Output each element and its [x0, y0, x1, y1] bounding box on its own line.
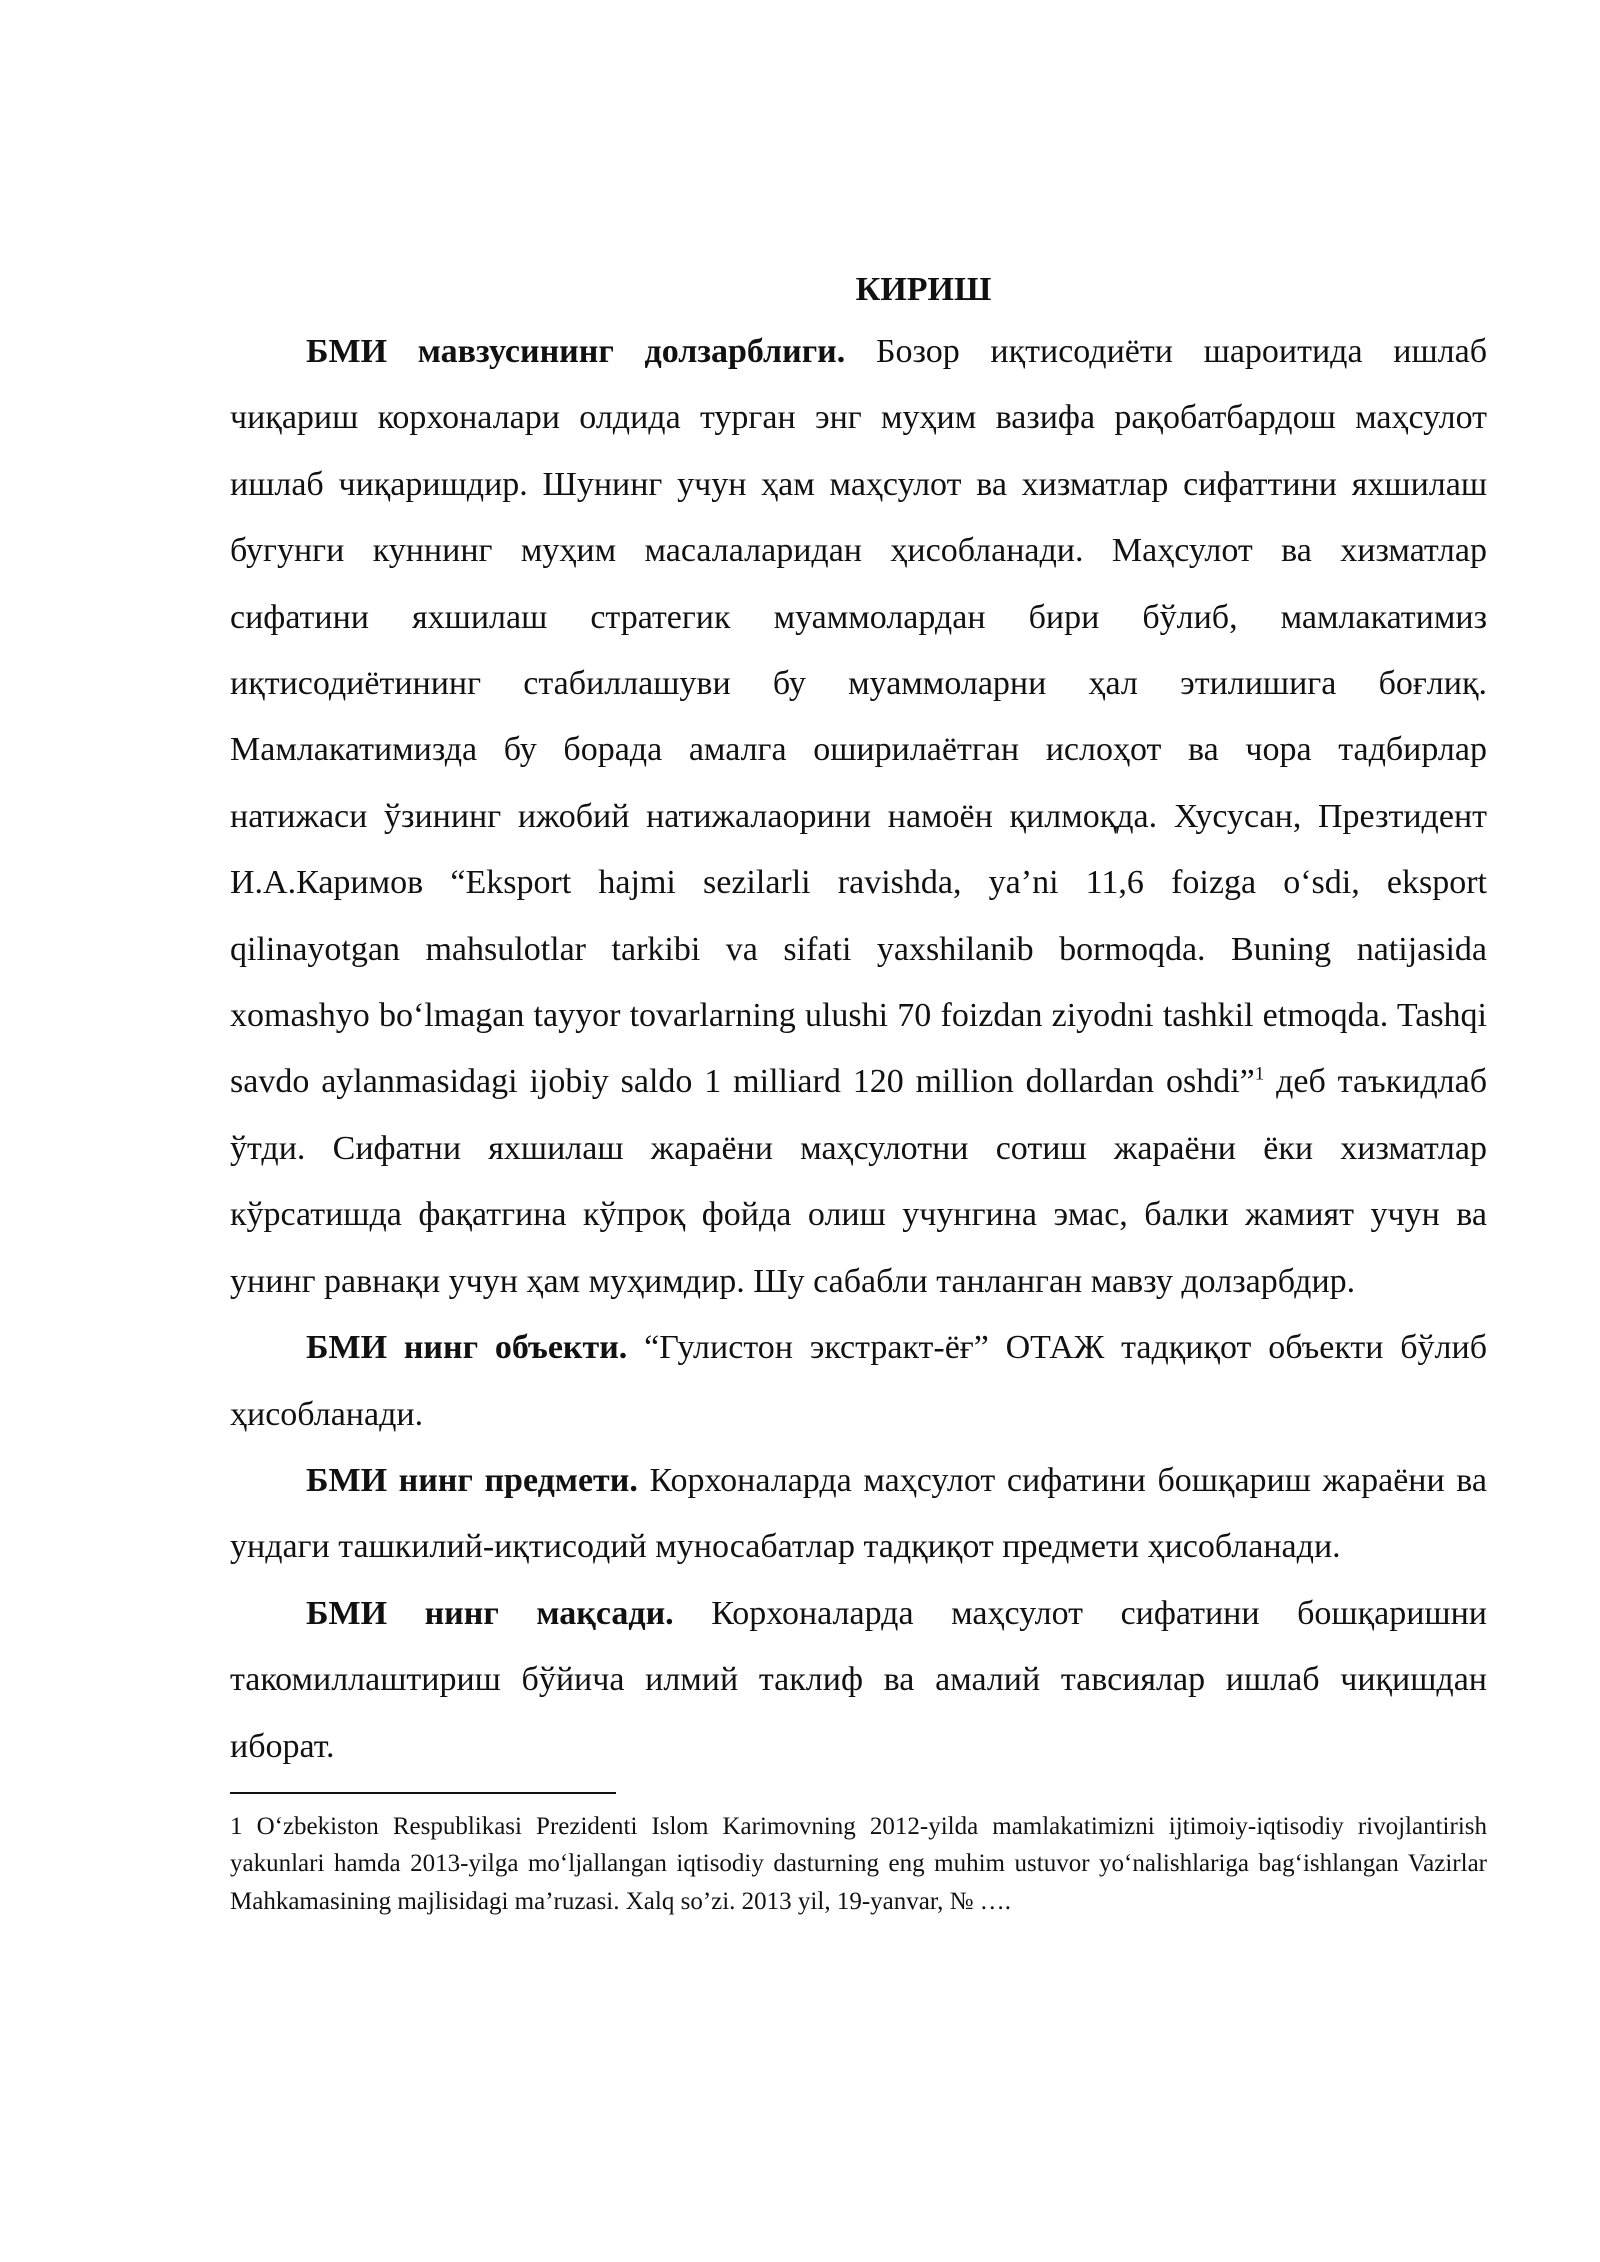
- footnote-number: 1: [230, 1812, 243, 1840]
- relevance-heading: БМИ мавзусининг долзарблиги.: [306, 333, 846, 370]
- page-title: КИРИШ: [855, 271, 992, 308]
- goal-text: Корхоналарда маҳсулот сифатини бошқаришни такомиллаштириш бўйича илмий таклиф ва амалий тавсиялар ишлаб чиқишдан иборат.: [230, 1594, 1487, 1765]
- object-heading: БМИ нинг объекти.: [306, 1329, 628, 1367]
- subject-heading: БМИ нинг предмети.: [306, 1461, 638, 1499]
- goal-paragraph: [230, 1581, 1487, 1780]
- relevance-text-b: деб таъкидлаб ўтди. Сифатни яхшилаш жараёни маҳсулотни сотиш жараёни ёки хизматлар кўрсатишда фақатгина кўпроқ фойда олиш учунгина эмас, балки жамият учун ва унинг равнақи учун ҳам муҳимдир. Шу сабабли танланган мавзу долзарбдир.: [230, 1063, 1487, 1300]
- footnote: [230, 1808, 1487, 1921]
- footnote-text: O‘zbekiston Respublikasi Prezidenti Islom Karimovning 2012-yilda mamlakatimizni ijtimoiy-iqtisodiy rivojlantirish yakunlari hamda 2013-yilga mo‘ljallangan iqtisodiy dasturning eng muhim ustuvor yo‘nalishlariga bag‘ishlangan Vazirlar Mahkamasining majlisidagi ma’ruzasi. Xalq so’zi. 2013 yil, 19-yanvar, № ….: [230, 1812, 1487, 1915]
- relevance-text-a: Бозор иқтисодиёти шароитида ишлаб чиқариш корхоналари олдида турган энг муҳим вазифа рақобатбардош маҳсулот ишлаб чиқаришдир. Шунинг учун ҳам маҳсулот ва хизматлар сифаттини яхшилаш бугунги куннинг муҳим масалаларидан ҳисобланади. Маҳсулот ва хизматлар сифатини яхшилаш стратегик муаммолардан бири бўлиб, мамлакатимиз иқтисодиётининг стабиллашуви бу муаммоларни ҳал этилишига боғлиқ. Мамлакатимизда бу борада амалга оширилаётган ислоҳот ва чора тадбирлар натижаси ўзининг ижобий натижалаорини намоён қилмоқда. Хусусан, Презтидент И.А.Каримов “Eksport hajmi sezilarli ravishda, ya’ni 11,6 foizga o‘sdi, eksport qilinayotgan mahsulotlar tarkibi va sifati yaxshilanib bormoqda. Buning natijasida xomashyo bo‘lmagan tayyor tovarlarning ulushi 70 foizdan ziyodni tashkil etmoqda. Tashqi savdo aylanmasidagi ijobiy saldo 1 milliard 120 million dollardan oshdi”: [230, 333, 1488, 1101]
- footnote-separator: [230, 1792, 616, 1794]
- object-text: “Гулистон экстракт-ёғ” ОТАЖ тадқиқот объекти бўлиб ҳисобланади.: [230, 1329, 1488, 1433]
- subject-paragraph: [230, 1448, 1487, 1581]
- footnote-reference[interactable]: 1: [1254, 1064, 1265, 1086]
- subject-text: Корхоналарда маҳсулот сифатини бошқариш жараёни ва ундаги ташкилий-иқтисодий муносабатлар тадқиқот предмети ҳисобланади.: [230, 1461, 1487, 1566]
- object-paragraph: [230, 1315, 1487, 1448]
- relevance-paragraph: [230, 319, 1487, 1315]
- document-page: [230, 266, 1487, 1920]
- goal-heading: БМИ нинг мақсади.: [306, 1594, 674, 1632]
